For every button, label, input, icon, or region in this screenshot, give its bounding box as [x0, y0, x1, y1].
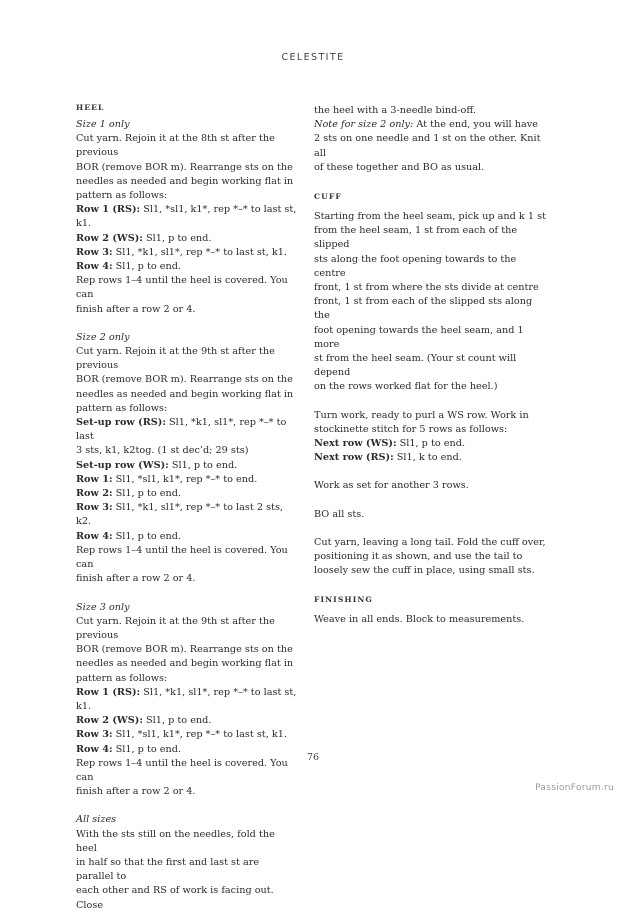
- size2-row: [76, 487, 298, 501]
- row-text: Sl1, p to end.: [112, 261, 182, 273]
- watermark: PassionForum.ru: [535, 783, 614, 793]
- row-label: Row 2 (WS):: [76, 232, 143, 244]
- row-text: Sl1, k to end.: [393, 452, 462, 464]
- size2-block: [76, 331, 298, 587]
- all-sizes-subtitle: All sizes: [76, 814, 117, 826]
- spacer: [314, 578, 546, 594]
- row-text: Sl1, *k1, sl1*, rep *–* to last st, k1.: [76, 686, 297, 712]
- all-sizes-line: in half so that the first and last st are parallel to: [76, 856, 260, 883]
- size2-intro-line: Cut yarn. Rejoin it at the 9th st after the previous: [76, 346, 275, 372]
- cuff-p1-line: foot opening towards the heel seam, and 1 more: [314, 324, 524, 350]
- size2-intro-line: pattern as follows:: [76, 402, 168, 414]
- spacer: [314, 494, 546, 508]
- left-column: [76, 102, 298, 913]
- size3-intro-line: needles as needed and begin working flat in: [76, 658, 294, 670]
- spacer: [314, 522, 546, 536]
- size1-row: [76, 232, 298, 246]
- cuff-p3: Work as set for another 3 rows.: [314, 480, 469, 492]
- row-label: Row 1 (RS):: [76, 686, 141, 698]
- size2-setup-row: [76, 416, 298, 444]
- row-label: Next row (RS):: [314, 452, 394, 464]
- size1-subtitle: Size 1 only: [76, 119, 130, 130]
- size2-row: [76, 501, 298, 529]
- row-text: Sl1, *k1, sl1*, rep *–* to last: [76, 417, 287, 443]
- row-text: Sl1, p to end.: [142, 232, 212, 244]
- size2-setup-row-cont: 3 sts, k1, k2tog. (1 st dec’d; 29 sts): [76, 445, 249, 457]
- size1-intro-line: pattern as follows:: [76, 190, 168, 202]
- size1-row: [76, 246, 298, 260]
- row-label: Row 3:: [76, 502, 113, 514]
- row-text: Sl1, p to end.: [112, 488, 182, 500]
- size1-outro-line: finish after a row 2 or 4.: [76, 303, 196, 315]
- cuff-p5-line: Cut yarn, leaving a long tail. Fold the cuff over,: [314, 536, 546, 548]
- cuff-p1-line: Starting from the heel seam, pick up and k 1 st: [314, 211, 546, 223]
- size1-row: [76, 260, 298, 274]
- row-label: Set-up row (RS):: [76, 417, 166, 429]
- cuff-p2-line: stockinette stitch for 5 rows as follows:: [314, 423, 508, 435]
- cuff-p2-line: Turn work, ready to purl a WS row. Work in: [314, 409, 529, 421]
- size2-intro-line: needles as needed and begin working flat in: [76, 388, 294, 400]
- size3-row: [76, 728, 298, 742]
- spacer: [314, 465, 546, 479]
- row-text: Sl1, *sl1, k1*, rep *–* to last st, k1.: [76, 204, 297, 230]
- size3-row: [76, 714, 298, 728]
- row-label: Row 4:: [76, 261, 113, 273]
- size2-note-line: of these together and BO as usual.: [314, 161, 485, 173]
- cuff-p1-line: on the rows worked flat for the heel.): [314, 381, 498, 393]
- row-text: Sl1, p to end.: [112, 530, 182, 542]
- row-label: Next row (WS):: [314, 438, 397, 450]
- size2-note: [314, 118, 546, 132]
- size3-row: [76, 686, 298, 714]
- size2-subtitle: Size 2 only: [76, 331, 130, 343]
- size3-block: [76, 601, 298, 800]
- size3-intro-line: pattern as follows:: [76, 672, 168, 684]
- cuff-p5-line: positioning it as shown, and use the tail to: [314, 551, 523, 563]
- size1-block: [76, 118, 298, 317]
- size2-row: [76, 473, 298, 487]
- size1-intro-line: needles as needed and begin working flat in: [76, 175, 294, 187]
- finishing-text: Weave in all ends. Block to measurements.: [314, 614, 525, 626]
- cuff-p1-line: front, 1 st from each of the slipped sts along the: [314, 296, 533, 322]
- note-label: Note for size 2 only:: [314, 119, 414, 131]
- size2-intro-line: BOR (remove BOR m). Rearrange sts on the: [76, 374, 293, 386]
- row-label: Set-up row (WS):: [76, 459, 169, 471]
- row-text: Sl1, p to end.: [142, 715, 212, 727]
- row-label: Row 3:: [76, 246, 113, 258]
- row-label: Row 2 (WS):: [76, 715, 143, 727]
- row-label: Row 1:: [76, 473, 113, 485]
- size2-outro-line: Rep rows 1–4 until the heel is covered. You can: [76, 544, 288, 571]
- cuff-p1-line: from the heel seam, 1 st from each of the slipped: [314, 225, 518, 251]
- spacer: [314, 395, 546, 409]
- size2-row: [76, 530, 298, 544]
- size3-outro-line: finish after a row 2 or 4.: [76, 786, 196, 798]
- row-text: Sl1, *sl1, k1*, rep *–* to end.: [112, 473, 258, 485]
- spacer: [76, 587, 298, 601]
- size3-intro-line: Cut yarn. Rejoin it at the 9th st after the previous: [76, 615, 275, 641]
- running-head-title: CELESTITE: [281, 52, 345, 63]
- cuff-p4: BO all sts.: [314, 508, 365, 520]
- row-label: Row 4:: [76, 530, 113, 542]
- row-label: Row 4:: [76, 743, 113, 755]
- size1-outro-line: Rep rows 1–4 until the heel is covered. You can: [76, 275, 288, 301]
- size2-setup-row: [76, 459, 298, 473]
- cuff-row: [314, 451, 546, 465]
- note-text: At the end, you will have: [413, 119, 538, 131]
- size3-intro-line: BOR (remove BOR m). Rearrange sts on the: [76, 644, 293, 656]
- row-label: Row 1 (RS):: [76, 204, 141, 216]
- spacer: [76, 799, 298, 813]
- size2-outro-line: finish after a row 2 or 4.: [76, 573, 196, 585]
- row-label: Row 3:: [76, 729, 113, 741]
- cuff-row: [314, 437, 546, 451]
- row-text: Sl1, *k1, sl1*, rep *–* to last st, k1.: [112, 246, 287, 258]
- finishing-heading: FINISHING: [314, 595, 373, 605]
- row-text: Sl1, *k1, sl1*, rep *–* to last 2 sts, k2.: [76, 502, 283, 528]
- size1-intro-line: BOR (remove BOR m). Rearrange sts on the: [76, 161, 293, 173]
- heel-heading: HEEL: [76, 103, 105, 112]
- cuff-p1-line: sts along the foot opening towards to the centre: [314, 253, 517, 279]
- page-number: 76: [306, 752, 320, 763]
- row-text: Sl1, *sl1, k1*, rep *–* to last st, k1.: [112, 729, 287, 741]
- right-column: [314, 104, 546, 628]
- cuff-p1-line: front, 1 st from where the sts divide at centre: [314, 282, 539, 294]
- spacer: [314, 175, 546, 191]
- cuff-p1-line: st from the heel seam. (Your st count will depend: [314, 353, 517, 379]
- heel-continued-line: the heel with a 3-needle bind-off.: [314, 105, 477, 116]
- all-sizes-line: each other and RS of work is facing out. Close: [76, 885, 274, 911]
- cuff-heading: CUFF: [314, 192, 342, 202]
- row-label: Row 2:: [76, 488, 113, 500]
- row-text: Sl1, p to end.: [112, 743, 182, 755]
- all-sizes-line: With the sts still on the needles, fold the heel: [76, 828, 275, 854]
- size2-note-line: 2 sts on one needle and 1 st on the other. Knit all: [314, 133, 541, 159]
- row-text: Sl1, p to end.: [168, 459, 238, 471]
- size1-intro-line: Cut yarn. Rejoin it at the 8th st after the previous: [76, 133, 275, 159]
- spacer: [76, 317, 298, 331]
- size1-row: [76, 203, 298, 231]
- size3-outro-line: Rep rows 1–4 until the heel is covered. You can: [76, 757, 288, 783]
- cuff-p5-line: loosely sew the cuff in place, using small sts.: [314, 565, 535, 577]
- size3-subtitle: Size 3 only: [76, 601, 130, 613]
- row-text: Sl1, p to end.: [396, 438, 466, 450]
- all-sizes-block: [76, 813, 298, 912]
